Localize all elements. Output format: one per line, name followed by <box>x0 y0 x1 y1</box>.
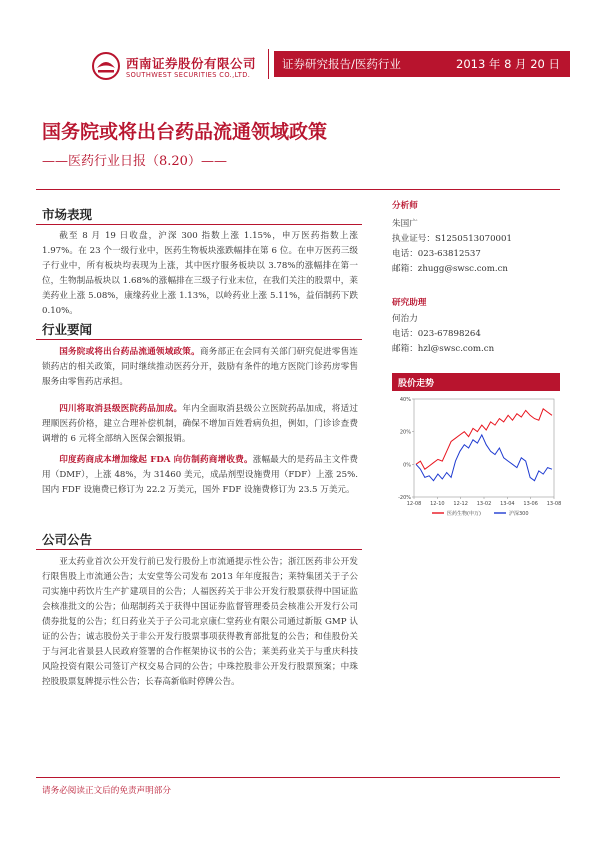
section-title-announcements: 公司公告 <box>42 532 93 547</box>
news-headline: 四川将取消县级医院药品加成。 <box>59 404 183 414</box>
analyst-email[interactable]: 邮箱：zhugg@swsc.com.cn <box>392 264 508 274</box>
market-paragraph: 截至 8 月 19 日收盘，沪深 300 指数上涨 1.15%，申万医药指数上涨 1.97%。在 23 个一级行业中，医药生物板块涨跌幅排在第 6 位。在申万医药三级子行业中，所有板块均表现为上涨，其中医疗服务板块以 3.78%的涨幅排在第一位，生物制品板块以 1.68%的涨幅排在三级子行业末位，在我们关注的股票中，莱美药业上涨 5.08%，康缘药业上涨 1.13%，以岭药业上涨 5.11%，益佰制药下跌 0.10%。 <box>42 231 358 316</box>
news-item <box>42 402 358 447</box>
disclaimer-text: 请务必阅读正文后的免责声明部分 <box>42 786 171 796</box>
report-type: 证券研究报告/医药行业 <box>282 57 401 71</box>
assistant-email[interactable]: 邮箱：hzl@swsc.com.cn <box>392 344 495 354</box>
stock-price-chart <box>392 393 564 523</box>
chart-frame <box>414 399 554 497</box>
news-headline: 国务院或将出台药品流通领域政策。 <box>59 347 200 357</box>
news-item <box>42 345 358 390</box>
news-text: 年内全面取消县级公立医院药品加成，将适过理顺医药价格，建立合理补偿机制，确保不增加百姓看病负担，例如，门诊诊查费调增的 6 元将全部纳入医保会额报销。 <box>42 404 358 444</box>
news-text: 商务部正在会同有关部门研究促进零售连锁药店的相关政策，同时继续推动医药分开，鼓励有条件的地方医院门诊药房零售服务由零售药店承担。 <box>42 347 358 387</box>
company-logo-icon <box>92 52 120 80</box>
report-date: 2013 年 8 月 20 日 <box>456 57 560 71</box>
assistant-name: 何治力 <box>392 314 418 324</box>
x-tick-label: 13-04 <box>500 501 515 507</box>
y-tick-label: 20% <box>399 429 411 436</box>
news-text: 涨幅最大的是药品主文件费用（DMF），上涨 48%，为 31460 美元，成品剂型设施费用（FDF）上涨 25%.国内 FDF 设施费已修订为 22.2 万美元，国外 FDF 设施费修订为 23.5 万美元。 <box>42 455 358 495</box>
y-tick-label: 40% <box>399 397 411 403</box>
section-title-news: 行业要闻 <box>42 322 93 337</box>
news-headline: 印度药商成本增加缘起 FDA 向仿制药商增收费。 <box>59 455 253 465</box>
section-divider <box>36 224 362 225</box>
section-divider <box>36 549 362 550</box>
y-tick-label: -20% <box>398 495 411 501</box>
legend-label: 沪深300 <box>509 511 529 517</box>
x-tick-label: 12-12 <box>453 501 468 507</box>
footer-divider <box>36 777 560 778</box>
announcements-paragraph: 亚太药业首次公开发行前已发行股份上市流通提示性公告；浙江医药非公开发行限售股上市流通公告；太安堂等公司发布 2013 年年度报告；莱特集团关于子公司实施中药饮片生产扩建项目的公告；人福医药关于非公开发行股票获得中国证监会核准批文的公告；仙琚制药关于获得中国证券监督管理委员会核准公开发行公司债券批复的公告；红日药业关于子公司北京康仁堂药业有限公司通过新版 GMP 认证的公告；诚志股份关于非公开发行股票事项获得教育部批复的公告；和佳股份关于与河北省景县人民政府签署的合作框架协议书的公告；莱美药业关于与重庆科技风险投资有限公司签订产权交易合同的公告；中珠控股非公开发行股票预案；中珠控股股票复牌提示性公告；长春高新临时停牌公告。 <box>42 557 358 687</box>
company-name-cn: 西南证券股份有限公司 <box>126 56 257 71</box>
assistant-heading: 研究助理 <box>392 298 427 308</box>
legend-label: 医药生物(申万) <box>447 511 481 517</box>
assistant-phone: 电话：023-67898264 <box>392 329 481 339</box>
news-item <box>42 453 358 498</box>
series-line-1 <box>416 435 552 481</box>
x-tick-label: 12-10 <box>430 501 445 507</box>
analyst-name: 朱国广 <box>392 219 418 229</box>
x-tick-label: 12-08 <box>406 501 422 507</box>
section-title-market: 市场表现 <box>42 207 93 222</box>
page-header <box>0 0 596 90</box>
chart-title: 股价走势 <box>398 379 435 389</box>
header-bar <box>274 51 570 77</box>
analyst-cert: 执业证号：S1250513070001 <box>392 234 512 244</box>
x-tick-label: 13-08 <box>546 501 562 507</box>
x-tick-label: 13-06 <box>523 501 538 507</box>
x-tick-label: 13-02 <box>476 501 492 507</box>
company-name-en: SOUTHWEST SECURITIES CO.,LTD. <box>126 71 251 79</box>
analyst-phone: 电话：023-63812537 <box>392 249 481 259</box>
report-title: 国务院或将出台药品流通领域政策 <box>42 121 328 143</box>
section-divider <box>36 339 362 340</box>
header-divider <box>268 49 269 79</box>
analyst-heading: 分析师 <box>392 201 418 211</box>
report-subtitle: ——医药行业日报（8.20）—— <box>42 154 227 169</box>
title-divider <box>36 189 560 190</box>
chart-header <box>392 373 560 391</box>
y-tick-label: 0% <box>403 462 411 469</box>
